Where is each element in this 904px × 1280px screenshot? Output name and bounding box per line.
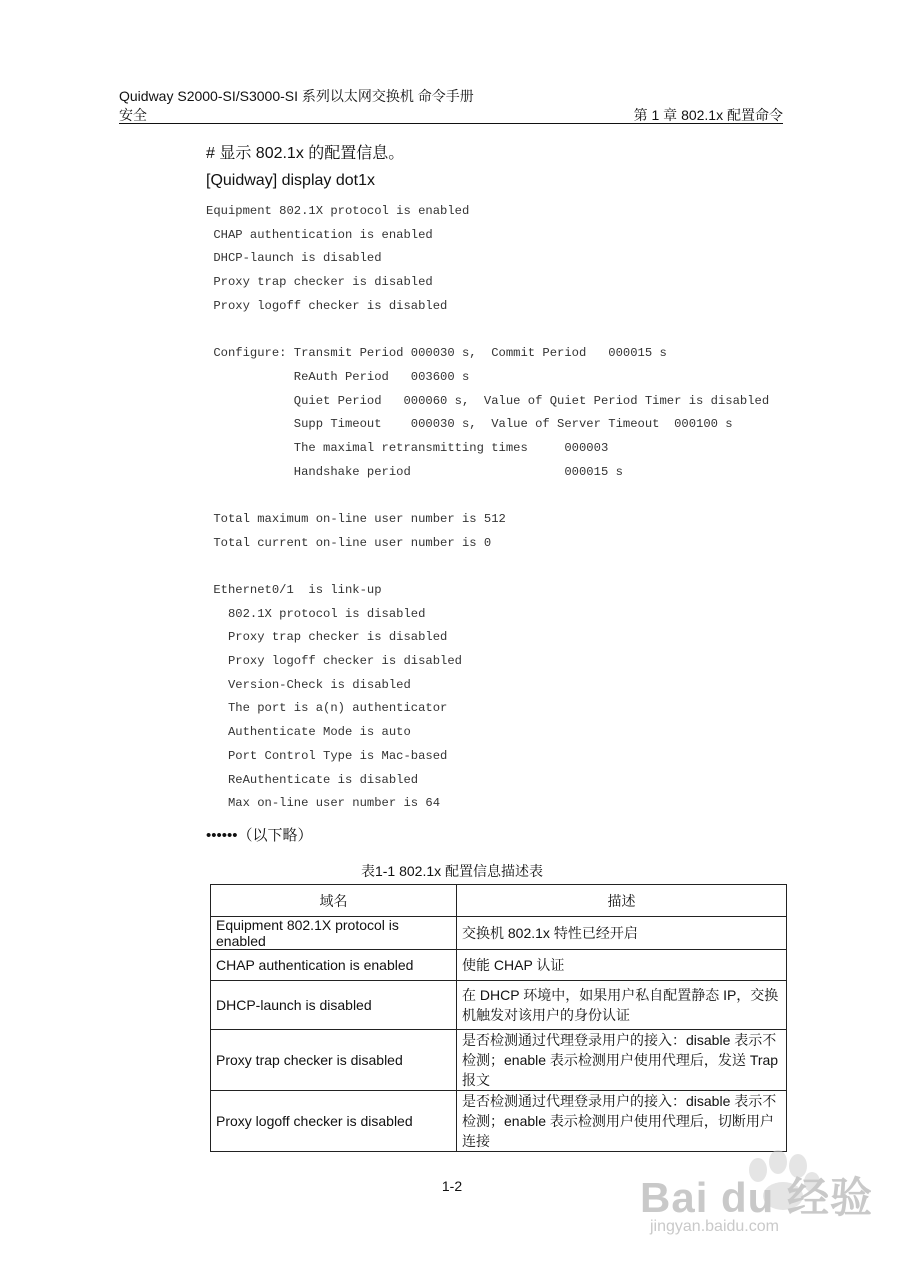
output-line: CHAP authentication is enabled <box>206 227 433 242</box>
header-section: 安全 <box>119 107 147 123</box>
output-line: Supp Timeout 000030 s, Value of Server Timeout 000100 s <box>206 417 733 432</box>
output-line: Quiet Period 000060 s, Value of Quiet Period Timer is disabled <box>206 393 770 408</box>
table-cell-desc: 使能 CHAP 认证 <box>457 950 787 981</box>
table-cell-desc: 在 DHCP 环境中，如果用户私自配置静态 IP，交换机触发对该用户的身份认证 <box>457 981 787 1030</box>
output-line: Configure: Transmit Period 000030 s, Commit Period 000015 s <box>206 346 667 361</box>
example-caption: # 显示 802.1x 的配置信息。 <box>206 145 405 162</box>
table-row <box>211 950 787 981</box>
watermark-brand: Bai du 经验 <box>640 1174 874 1221</box>
output-line: Proxy logoff checker is disabled <box>206 654 462 669</box>
omitted-note: ••••••（以下略） <box>206 827 313 844</box>
output-line: DHCP-launch is disabled <box>206 251 382 266</box>
table-row <box>211 981 787 1030</box>
output-line: 802.1X protocol is disabled <box>206 606 426 621</box>
output-line <box>206 318 769 342</box>
output-line: Total maximum on-line user number is 512 <box>206 511 506 526</box>
output-line: Ethernet0/1 is link-up <box>206 583 382 597</box>
table-cell-desc: 交换机 802.1x 特性已经开启 <box>457 917 787 950</box>
output-line <box>206 484 769 508</box>
output-line: ReAuth Period 003600 s <box>206 369 470 384</box>
output-line: Proxy logoff checker is disabled <box>206 298 448 313</box>
table-caption: 表1-1 802.1x 配置信息描述表 <box>360 863 544 879</box>
output-line: Handshake period 000015 s <box>206 464 623 479</box>
output-line: Total current on-line user number is 0 <box>206 535 492 550</box>
watermark-url: jingyan.baidu.com <box>650 1218 779 1235</box>
example-command: [Quidway] display dot1x <box>206 172 375 189</box>
description-table <box>210 884 787 1152</box>
header-chapter: 第 1 章 802.1x 配置命令 <box>633 107 783 123</box>
output-line: The maximal retransmitting times 000003 <box>206 440 609 455</box>
output-line: Authenticate Mode is auto <box>206 725 411 740</box>
output-line <box>206 555 769 579</box>
table-row <box>211 1030 787 1091</box>
output-line: Equipment 802.1X protocol is enabled <box>206 204 470 218</box>
output-line: Port Control Type is Mac-based <box>206 748 448 763</box>
column-header-desc: 描述 <box>457 885 787 917</box>
table-cell-field: Proxy logoff checker is disabled <box>211 1091 457 1152</box>
column-header-field: 域名 <box>211 885 457 917</box>
command-output <box>206 200 769 816</box>
table-cell-field: CHAP authentication is enabled <box>211 950 457 981</box>
table-row <box>211 917 787 950</box>
table-cell-desc: 是否检测通过代理登录用户的接入：disable 表示不检测；enable 表示检测用户使用代理后，切断用户连接 <box>457 1091 787 1152</box>
table-cell-field: Proxy trap checker is disabled <box>211 1030 457 1091</box>
output-line: ReAuthenticate is disabled <box>206 772 419 787</box>
output-line: Max on-line user number is 64 <box>206 796 441 811</box>
table-cell-desc: 是否检测通过代理登录用户的接入：disable 表示不检测；enable 表示检测用户使用代理后，发送 Trap 报文 <box>457 1030 787 1091</box>
header-title: Quidway S2000-SI/S3000-SI 系列以太网交换机 命令手册 <box>119 88 474 104</box>
page-number: 1-2 <box>441 1178 463 1194</box>
header-rule <box>119 123 783 124</box>
table-cell-field: Equipment 802.1X protocol is enabled <box>211 917 457 950</box>
output-line: The port is a(n) authenticator <box>206 701 448 716</box>
output-line: Proxy trap checker is disabled <box>206 630 448 645</box>
output-line: Version-Check is disabled <box>206 677 411 692</box>
table-cell-field: DHCP-launch is disabled <box>211 981 457 1030</box>
output-line: Proxy trap checker is disabled <box>206 275 433 290</box>
